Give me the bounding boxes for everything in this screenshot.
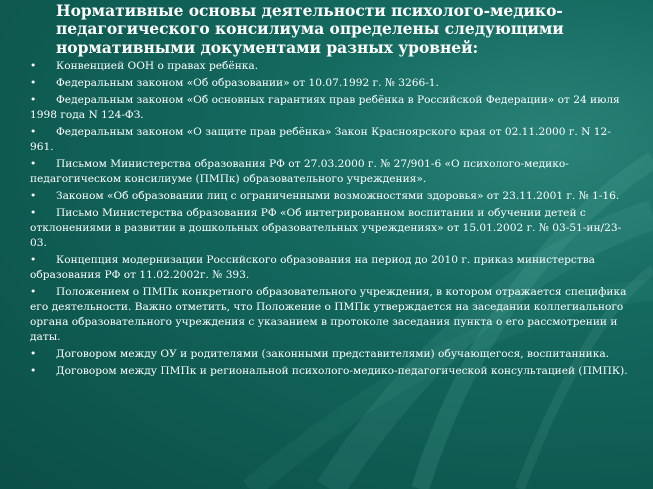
bullet-icon: • (30, 190, 37, 203)
bullet-icon: • (30, 286, 37, 299)
list-item (30, 206, 630, 251)
list-item (30, 253, 630, 283)
bullet-icon: • (30, 77, 37, 90)
list-item (30, 189, 630, 204)
list-item-text: Письмо Министерства образования РФ «Об интегрированном воспитании и обучении детей с отклонениями в развитии в дошкольных образовательных учреждениях» от 15.01.2002 г. № 03-51-ин/23-03. (30, 207, 622, 250)
list-item (30, 347, 630, 362)
list-item-text: Законом «Об образовании лиц с ограниченными возможностями здоровья» от 23.11.2001 г. № 1-16. (56, 190, 620, 203)
bullet-icon: • (30, 207, 37, 220)
list-item-text: Федеральным законом «Об образовании» от 10.07.1992 г. № 3266-1. (56, 77, 439, 90)
list-item (30, 157, 630, 187)
list-item (30, 364, 630, 379)
list-item-text: Концепция модернизации Российского образования на период до 2010 г. приказ министерства образования РФ от 11.02.2002г. № 393. (30, 254, 595, 282)
list-item-text: Федеральным законом «Об основных гарантиях прав ребёнка в Российской Федерации» от 24 июля 1998 года N 124-ФЗ. (30, 94, 620, 122)
bullet-icon: • (30, 348, 37, 361)
bullet-icon: • (30, 365, 37, 378)
slide-content (30, 2, 630, 381)
list-item-text: Конвенцией ООН о правах ребёнка. (56, 60, 259, 73)
list-item-text: Договором между ПМПк и региональной психолого-медико-педагогической консультацией (ПМПК). (56, 365, 628, 378)
bullet-icon: • (30, 60, 37, 73)
bullet-icon: • (30, 158, 37, 171)
list-item (30, 125, 630, 155)
list-item-text: Федеральным законом «О защите прав ребёнка» Закон Красноярского края от 02.11.2000 г. N 12-961. (30, 126, 611, 154)
document-list (30, 59, 630, 379)
list-item (30, 76, 630, 91)
list-item-text: Письмом Министерства образования РФ от 27.03.2000 г. № 27/901-6 «О психолого-медико-педагогическом консилиуме (ПМПк) образовательного учреждения». (30, 158, 569, 186)
list-item (30, 285, 630, 345)
bullet-icon: • (30, 94, 37, 107)
list-item (30, 93, 630, 123)
list-item-text: Договором между ОУ и родителями (законными представителями) обучающегося, воспитанника. (56, 348, 610, 361)
bullet-icon: • (30, 126, 37, 139)
slide-title: Нормативные основы деятельности психолого-медико-педагогического консилиума определены следующими нормативными документами разных уровней: (56, 1, 564, 57)
bullet-icon: • (30, 254, 37, 267)
list-item-text: Положением о ПМПк конкретного образовательного учреждения, в котором отражается специфика его деятельности. Важно отметить, что Положение о ПМПк утверждается на заседании коллегиального органа образовательного учреждения с указанием в протоколе заседания пункта о его рассмотрении и даты. (30, 286, 627, 344)
list-item (30, 59, 630, 74)
